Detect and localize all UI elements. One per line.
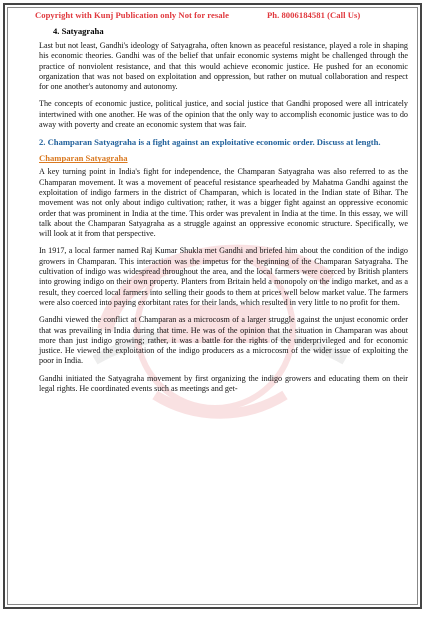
- subheading: Champaran Satyagraha: [39, 153, 128, 164]
- paragraph: Gandhi initiated the Satyagraha movement by first organizing the indigo growers and educating them on their legal rights. He coordinated events such as meetings and get-: [39, 373, 408, 394]
- copyright-notice: Copyright with Kunj Publication only Not for resale: [35, 10, 229, 20]
- paragraph: Gandhi viewed the conflict at Champaran as a microcosm of a larger struggle against the unjust economic order that was prevailing in India during that time. He was of the opinion that the situation in Champaran was about more than just indigo growing; rather, it was a battle for the rights of the underprivileged and for economic justice. He viewed the exploitation of the indigo producers as a microcosm of the wider issue of exploiting the poor in India.: [39, 315, 408, 366]
- paragraph: A key turning point in India's fight for independence, the Champaran Satyagraha was also referred to as the Champaran movement. It was a movement of peaceful resistance spearheaded by Mahatma Gandhi against the exploitation of indigo farmers in the district of Champaran, which is located in the Indian state of Bihar. The movement was not only about indigo cultivation; rather, it was a bigger fight against an oppressive economic order that was prominent in India at the time. This order was prevalent in India at the time. In this essay, we will talk about the Champaran Satyagraha as a struggle against an oppressive economic structure. Specifically, we will look at it from that perspective.: [39, 167, 408, 239]
- paragraph: Last but not least, Gandhi's ideology of Satyagraha, often known as peaceful resistance, played a role in shaping his economic theories. Gandhi was of the belief that unfair economic systems might be challenged through the practice of nonviolent resistance, and that this would achieve economic justice. He pushed for an economic organization that was not based on exploitation and oppression, but rather on mutual collaboration and respect for one another's autonomy and autonomy.: [39, 41, 408, 92]
- question-heading: 2. Champaran Satyagraha is a fight against an exploitative economic order. Discuss at length.: [39, 137, 381, 148]
- paragraph: In 1917, a local farmer named Raj Kumar Shukla met Gandhi and briefed him about the condition of the indigo growers in Champaran. This interaction was the impetus for the beginning of the Champaran Satyagraha. The cultivation of indigo was widespread throughout the area, and the local farmers were coerced by British planters into growing indigo on their own property. Planters from Britain held a monopoly on the indigo market, and as a result, they coerced local farmers into selling their goods to them at prices well below market value. The farmers were also coerced into paying exorbitant rates for their lands, which resulted in very little to no profit for them.: [39, 246, 408, 307]
- contact-phone: Ph. 8006184581 (Call Us): [266, 10, 361, 20]
- paragraph: The concepts of economic justice, political justice, and social justice that Gandhi proposed were all intricately intertwined with one another. He was of the opinion that the only way to accomplish economic justice was to do away with poverty and create an economic system that was fair.: [39, 99, 408, 130]
- page-header: [35, 10, 408, 20]
- section-title: 4. Satyagraha: [53, 26, 104, 36]
- document-page: [3, 3, 422, 609]
